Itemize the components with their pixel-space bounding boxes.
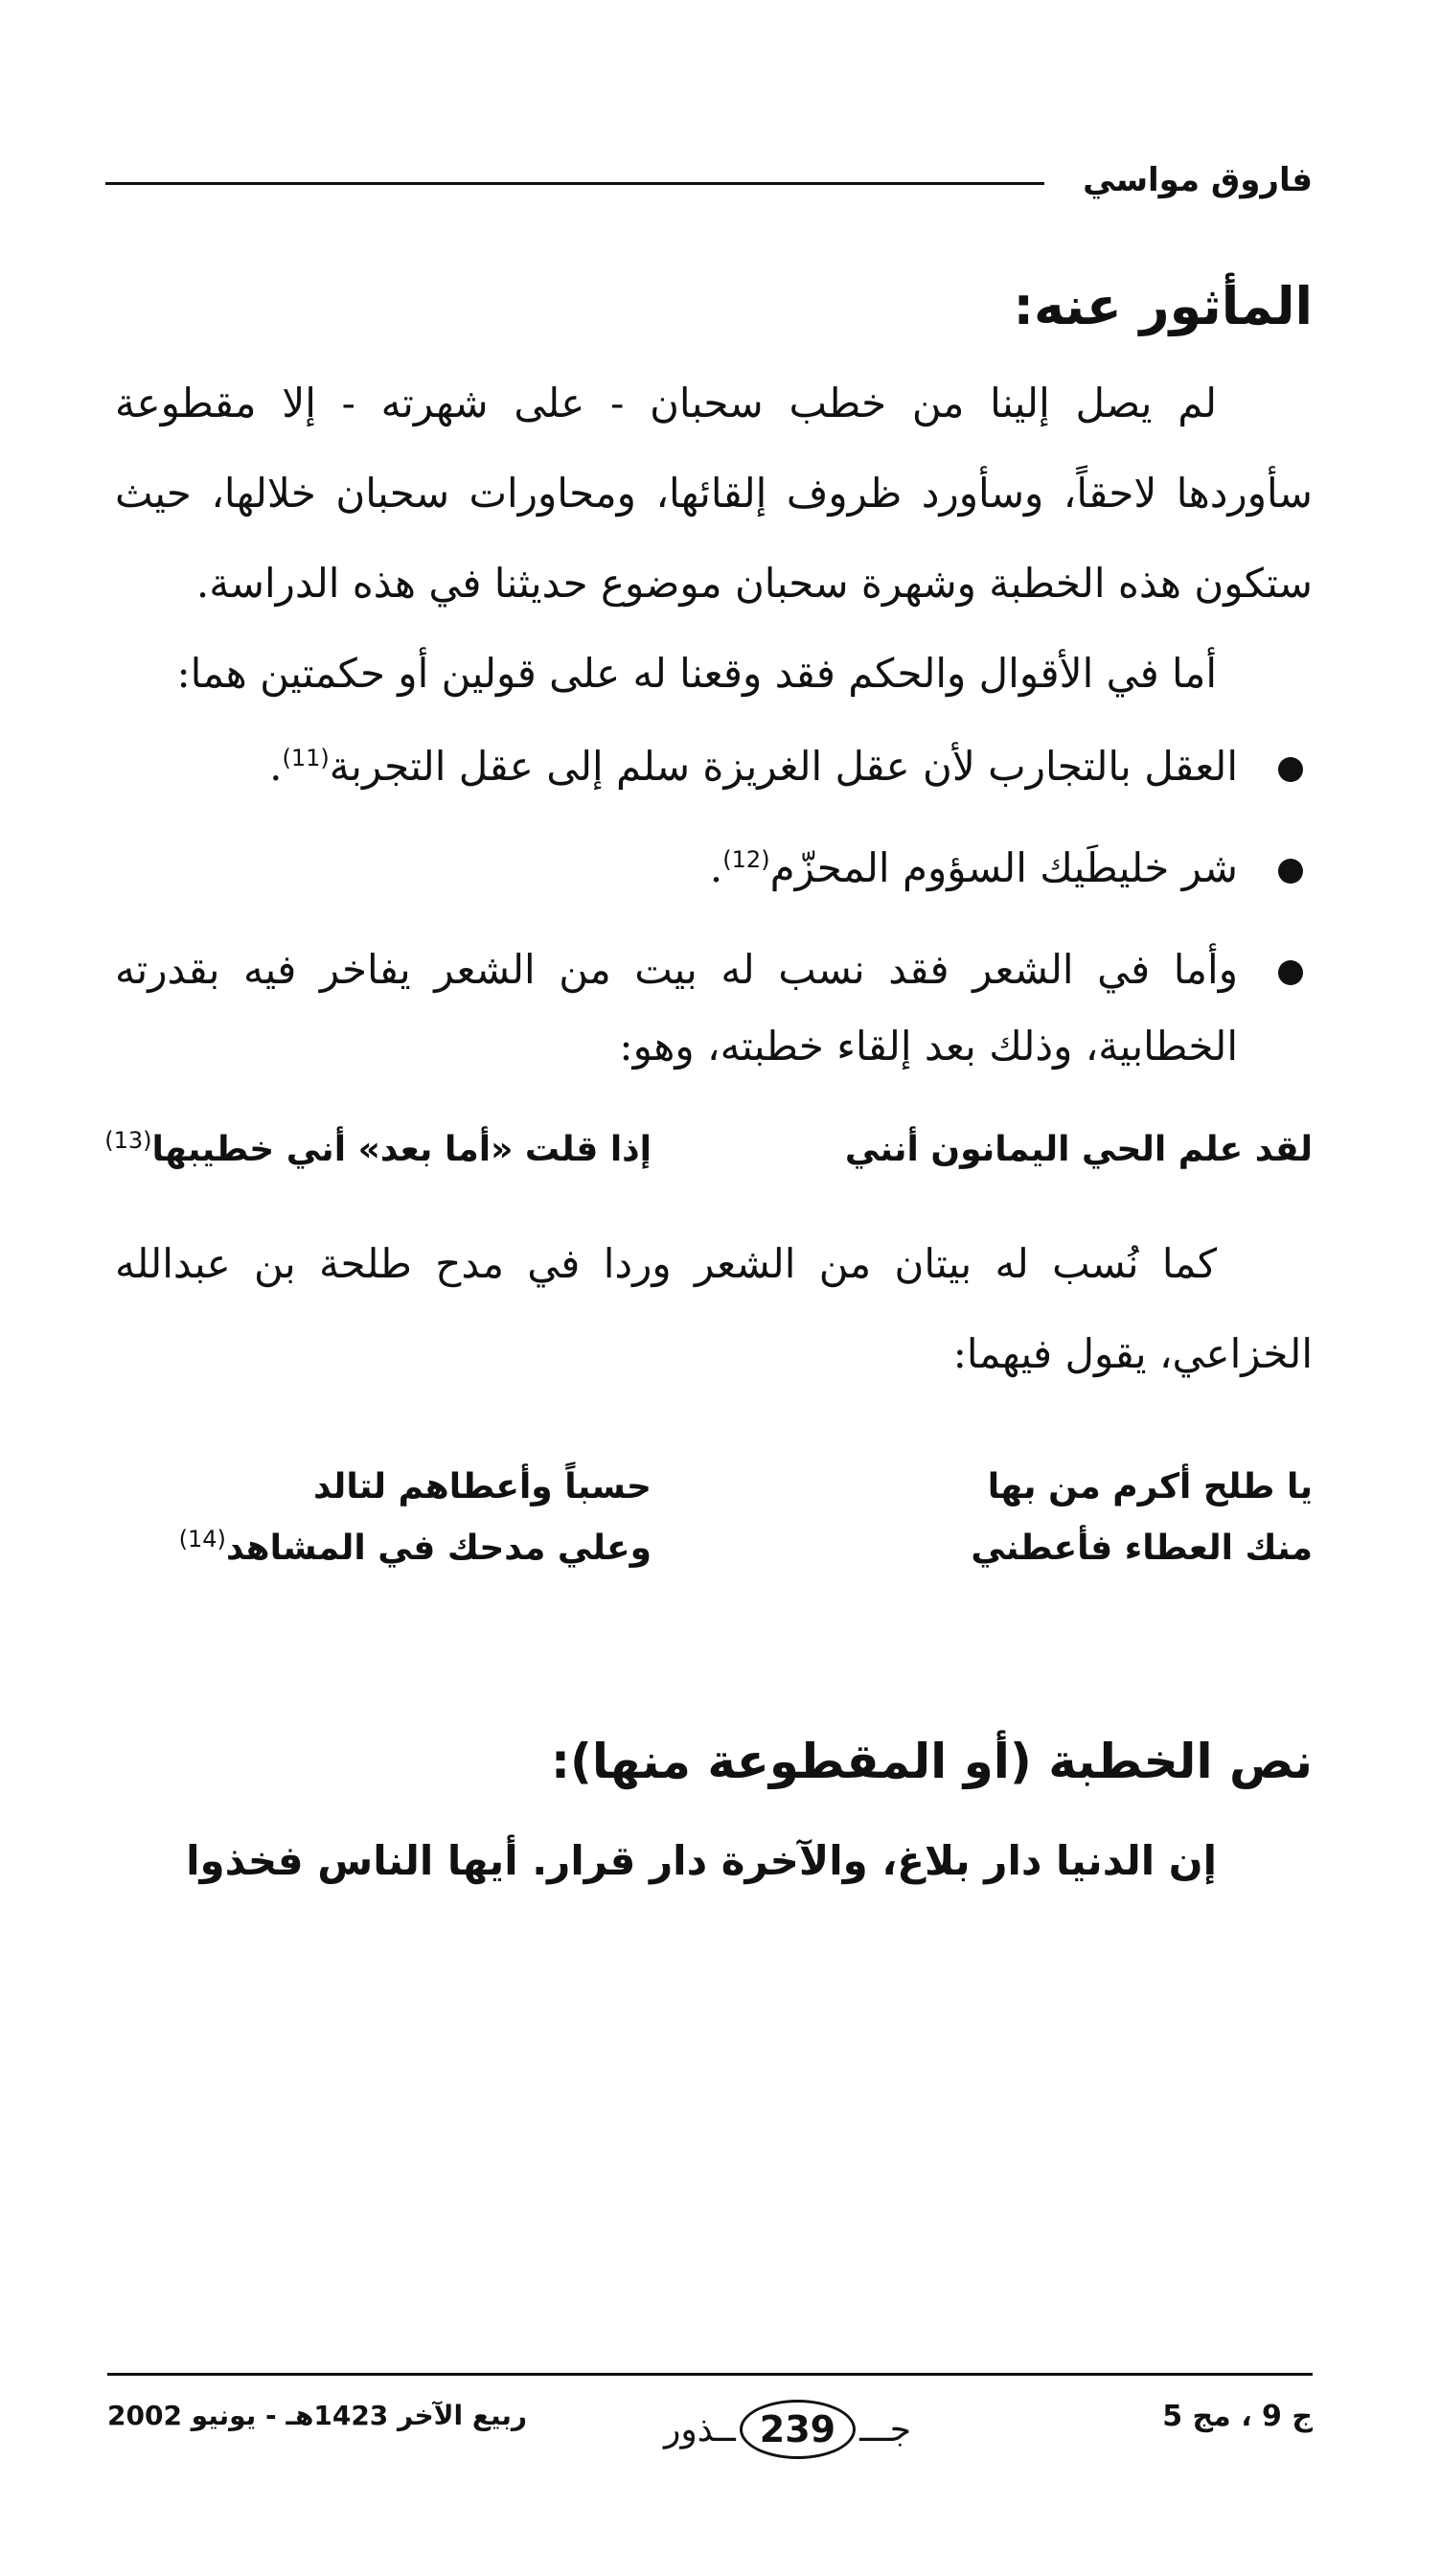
issue-date: ربيع الآخر 1423هـ - يونيو 2002: [107, 2400, 528, 2431]
bullet-icon: [1278, 757, 1303, 782]
list-item: [115, 728, 1313, 805]
footer-rule: [107, 2373, 1313, 2376]
footnote-ref: (12): [722, 846, 770, 873]
verse-first-hemistich: لقد علم الحي اليمانون أنني: [844, 1130, 1313, 1169]
bullet-icon: [1278, 859, 1303, 884]
footnote-ref: (13): [104, 1127, 152, 1154]
saying-text: وأما في الشعر فقد نسب له بيت من الشعر يفاخر فيه بقدرته الخطابية، وذلك بعد إلقاء خطبته، وهو:: [115, 946, 1238, 1070]
section-heading-sayings: المأثور عنه:: [1013, 276, 1313, 336]
verse-line: [115, 1457, 1313, 1518]
footnote-ref: (14): [178, 1526, 226, 1552]
verse-line: [115, 1518, 1313, 1579]
list-item: [115, 830, 1313, 907]
speech-text: إن الدنيا دار بلاغ، والآخرة دار قرار. أيها الناس فخذوا: [186, 1837, 1217, 1884]
saying-text: العقل بالتجارب لأن عقل الغريزة سلم إلى عقل التجربة: [329, 743, 1238, 790]
verse-first-hemistich: يا طلح أكرم من بها: [987, 1467, 1313, 1506]
page-footer: [107, 2390, 1313, 2476]
saying-text: شر خليطَيك السؤوم المحزّم: [769, 844, 1238, 891]
author-name: فاروق مواسي: [1083, 161, 1313, 199]
journal-name: [634, 2396, 941, 2463]
journal-name-start: جـــ: [859, 2409, 911, 2450]
verse-line: [104, 1119, 1313, 1181]
journal-name-end: ــذور: [664, 2409, 736, 2450]
saying-tail: .: [709, 844, 723, 891]
verse-first-hemistich: منك العطاء فأعطني: [971, 1529, 1313, 1568]
list-item: [115, 932, 1313, 1085]
text-column: [104, 268, 1313, 1899]
footnote-ref: (11): [282, 745, 330, 771]
poem: [115, 1457, 1313, 1579]
issue-volume: ج 9 ، مج 5: [1162, 2400, 1313, 2433]
paragraph-poem-intro: كما نُسب له بيتان من الشعر وردا في مدح طلحة بن عبدالله الخزاعي، يقول فيهما:: [115, 1240, 1313, 1377]
verse-second-hemistich: وعلي مدحك في المشاهد$^{(14)}$: [178, 1526, 652, 1568]
paragraph-intro: لم يصل إلينا من خطب سحبان - على شهرته - إلا مقطوعة سأوردها لاحقاً، وسأورد ظروف إلقائها، ومحاورات سحبان خلالها، حيث ستكون هذه الخطبة وشهرة سحبان موضوع حديثنا في هذه الدراسة.: [115, 380, 1313, 607]
header-rule: [105, 182, 1044, 185]
paragraph-sayings: أما في الأقوال والحكم فقد وقعنا له على قولين أو حكمتين هما:: [176, 650, 1217, 697]
verse-second-hemistich: حسباً وأعطاهم لتالد: [313, 1467, 652, 1506]
saying-tail: .: [269, 743, 283, 790]
bullet-icon: [1278, 960, 1303, 985]
verse-second-hemistich: إذا قلت «أما بعد» أني خطيبها$^{(13)}$: [104, 1127, 652, 1169]
running-header: [105, 151, 1313, 209]
page-number: 239: [740, 2400, 856, 2459]
section-heading-speech: نص الخطبة (أو المقطوعة منها):: [550, 1734, 1313, 1789]
sayings-list: [115, 728, 1313, 1085]
